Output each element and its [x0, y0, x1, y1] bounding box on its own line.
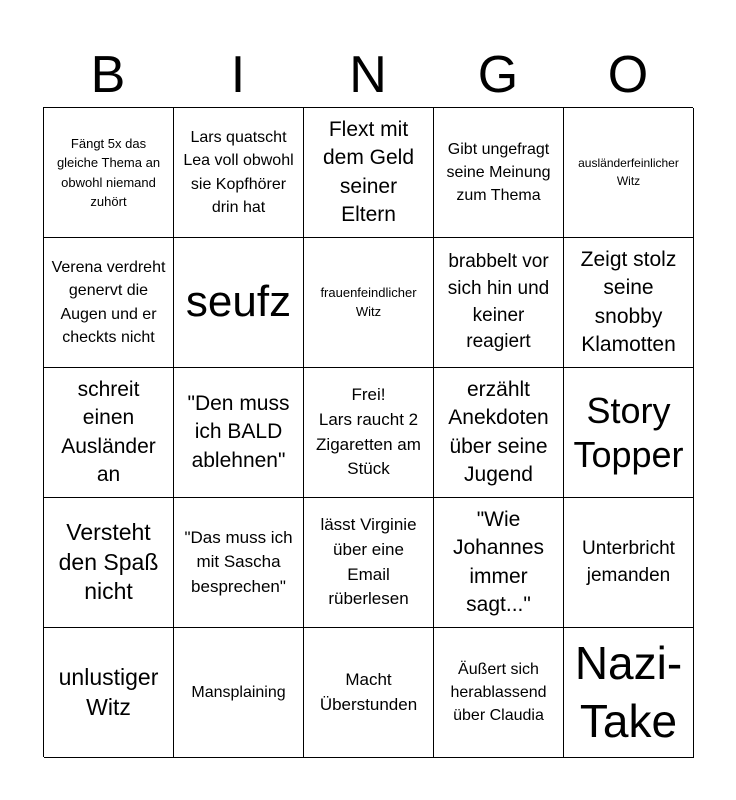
cell-text: Versteht den Spaß nicht: [58, 518, 159, 605]
header-letter-o: O: [607, 46, 649, 104]
bingo-cell[interactable]: [564, 628, 694, 758]
bingo-cell[interactable]: [304, 498, 434, 628]
cell-text: Macht Überstunden: [319, 669, 418, 714]
bingo-cell[interactable]: [44, 628, 174, 758]
header-letter-n: N: [349, 46, 387, 104]
cell-text: Flext mit dem Geld seiner Eltern: [322, 117, 415, 226]
bingo-cell[interactable]: [564, 108, 694, 238]
bingo-cell[interactable]: [434, 108, 564, 238]
cell-text: seufz: [185, 277, 292, 327]
bingo-cell[interactable]: [174, 628, 304, 758]
bingo-cell[interactable]: [434, 368, 564, 498]
cell-text: "Das muss ich mit Sascha besprechen": [184, 527, 293, 596]
bingo-cell[interactable]: [174, 238, 304, 368]
header-letter-g: G: [477, 46, 519, 104]
cell-text: Verena verdreht genervt die Augen und er checkts nicht: [51, 259, 166, 346]
cell-text: Unterbricht jemanden: [582, 537, 675, 586]
bingo-cell[interactable]: [44, 368, 174, 498]
cell-text: Nazi-Take: [574, 637, 683, 747]
cell-text: brabbelt vor sich hin und keiner reagiert: [447, 251, 550, 353]
cell-text: Gibt ungefragt seine Meinung zum Thema: [446, 140, 551, 205]
free-space-cell[interactable]: [304, 368, 434, 498]
bingo-cell[interactable]: [434, 498, 564, 628]
cell-text: "Wie Johannes immer sagt...": [452, 507, 545, 616]
cell-text: ausländerfeinlicher Witz: [578, 156, 679, 188]
cell-text: unlustiger Witz: [58, 663, 159, 720]
cell-text: Mansplaining: [191, 683, 286, 701]
cell-text: schreit einen Ausländer an: [61, 377, 156, 486]
bingo-cell[interactable]: [564, 238, 694, 368]
bingo-cell[interactable]: [44, 108, 174, 238]
cell-text: frauenfeindlicher Witz: [320, 284, 417, 319]
cell-text: lässt Virginie über eine Email rüberlesen: [320, 515, 417, 609]
bingo-header: [43, 42, 693, 108]
header-letter-b: B: [90, 46, 126, 104]
cell-text: Story Topper: [573, 390, 684, 475]
bingo-cell[interactable]: [174, 498, 304, 628]
cell-text: "Den muss ich BALD ablehnen": [187, 391, 290, 472]
cell-text: Fängt 5x das gleiche Thema an obwohl niemand zuhört: [56, 135, 161, 209]
bingo-cell[interactable]: [434, 628, 564, 758]
bingo-cell[interactable]: [304, 238, 434, 368]
cell-text: Äußert sich herablassend über Claudia: [450, 660, 547, 725]
bingo-cell[interactable]: [174, 108, 304, 238]
cell-text: Lars quatscht Lea voll obwohl sie Kopfhörer drin hat: [183, 129, 294, 216]
cell-text: Frei! Lars raucht 2 Zigaretten am Stück: [316, 385, 421, 479]
bingo-cell[interactable]: [564, 368, 694, 498]
bingo-board: [43, 107, 693, 757]
bingo-cell[interactable]: [44, 498, 174, 628]
bingo-cell[interactable]: [434, 238, 564, 368]
bingo-cell[interactable]: [564, 498, 694, 628]
bingo-cell[interactable]: [304, 108, 434, 238]
bingo-cell[interactable]: [44, 238, 174, 368]
cell-text: Zeigt stolz seine snobby Klamotten: [580, 247, 677, 356]
bingo-cell[interactable]: [304, 628, 434, 758]
header-letter-i: I: [230, 46, 246, 104]
cell-text: erzählt Anekdoten über seine Jugend: [448, 377, 549, 486]
bingo-cell[interactable]: [174, 368, 304, 498]
